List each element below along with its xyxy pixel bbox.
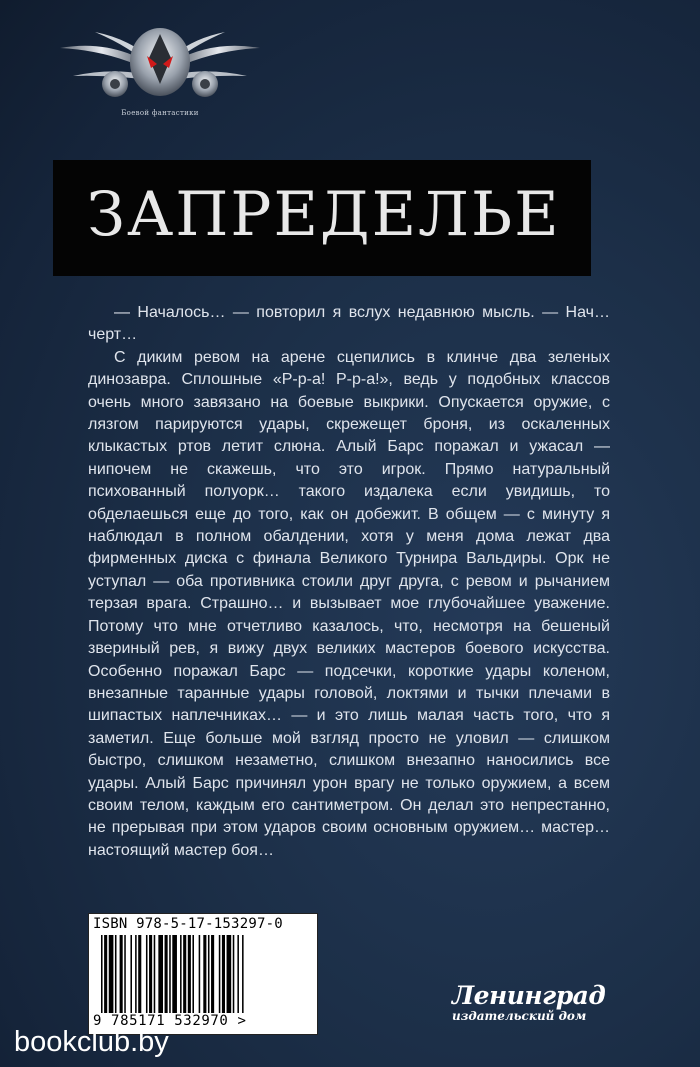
isbn-barcode [88, 913, 318, 1035]
barcode-bar [138, 935, 141, 1023]
barcode-bar [169, 935, 171, 1023]
barcode-bar [130, 935, 132, 1023]
warrior-helmet-icon [55, 18, 265, 108]
barcode-bar [222, 935, 225, 1023]
barcode-bar [115, 935, 117, 1023]
barcode-bar [188, 935, 191, 1023]
barcode-bar [208, 935, 210, 1023]
barcode-bars [93, 935, 311, 1023]
publisher-subtitle: издательский дом [452, 1009, 587, 1023]
barcode-bar [158, 935, 163, 1023]
barcode-bar [120, 935, 123, 1023]
barcode-bar [165, 935, 168, 1023]
series-emblem [55, 18, 265, 128]
barcode-bar [233, 935, 235, 1023]
blurb-paragraph: С диким ревом на арене сцепились в клинче два зеленых динозавра. Сплошные «Р-р-а! Р-р-а!», ведь у подобных классов очень много завязано на боевые выкрики. Опускается оружие, с лязгом парируются удары, скрежещет броня, из оскаленных клыкастых ртов летит слюна. Алый Барс поражал и ужасал — нипочем не скажешь, что это игрок. Прямо натуральный психованный полуорк… такого издалека если увидишь, то обделаешься еще до того, как он добежит. В общем — с минуту я наблюдал в полном обалдении, хотя у меня дома лежат два фирменных диска с финала Великого Турнира Вальдиры. Орк не уступал — оба противника стоили друг друга, с ревом и рычанием терзая врага. Страшно… и вызывает мое глубочайшее уважение. Потому что мне отчетливо казалось, что, несмотря на бешеный звериный рев, я вижу двух великих мастеров боевого искусства. Особенно поражал Барс — подсечки, короткие удары коленом, внезапные таранные удары головой, локтями и тычки плечами в шипастых наплечниках… — и это лишь малая часть того, что я заметил. Еще больше мой взгляд просто не уловил — слишком быстро, слишком незаметно, слишком внезапно наносились все удары. Алый Барс причинял урон врагу не только оружием, а всем своим телом, каждым его сантиметром. Он делал это непрестанно, не прерывая при этом ударов своим основным оружием… мастер… настоящий мастер боя… [88, 348, 610, 859]
barcode-bar [183, 935, 186, 1023]
barcode-bar [172, 935, 177, 1023]
emblem-caption: Боевой фантастики [121, 109, 199, 117]
barcode-bar [180, 935, 182, 1023]
barcode-bar [192, 935, 194, 1023]
barcode-bar [199, 935, 201, 1023]
barcode-bar [219, 935, 221, 1023]
barcode-bar [135, 935, 137, 1023]
publisher-logo [452, 983, 622, 1023]
watermark: bookclub.by [14, 1026, 169, 1058]
barcode-bar [104, 935, 107, 1023]
isbn-number: ISBN 978-5-17-153297-0 [93, 916, 283, 932]
barcode-bar [109, 935, 114, 1023]
barcode-bar [146, 935, 148, 1023]
barcode-bar [227, 935, 232, 1023]
barcode-bar [154, 935, 156, 1023]
blurb-paragraph: — Началось… — повторил я вслух недавнюю мысль. — Нач… черт… [88, 304, 610, 344]
barcode-bar [203, 935, 206, 1023]
barcode-bar [237, 935, 239, 1023]
barcode-bar [149, 935, 152, 1023]
title-band [53, 160, 591, 276]
barcode-bar [101, 935, 103, 1023]
book-title: ЗАПРЕДЕЛЬЕ [87, 179, 561, 250]
barcode-bar [124, 935, 126, 1023]
barcode-bar [242, 935, 244, 1023]
back-cover-blurb [88, 302, 610, 862]
barcode-bar [211, 935, 214, 1023]
publisher-name: Ленинград [452, 981, 606, 1010]
barcode-digits: 9 785171 532970 > [93, 1013, 247, 1029]
